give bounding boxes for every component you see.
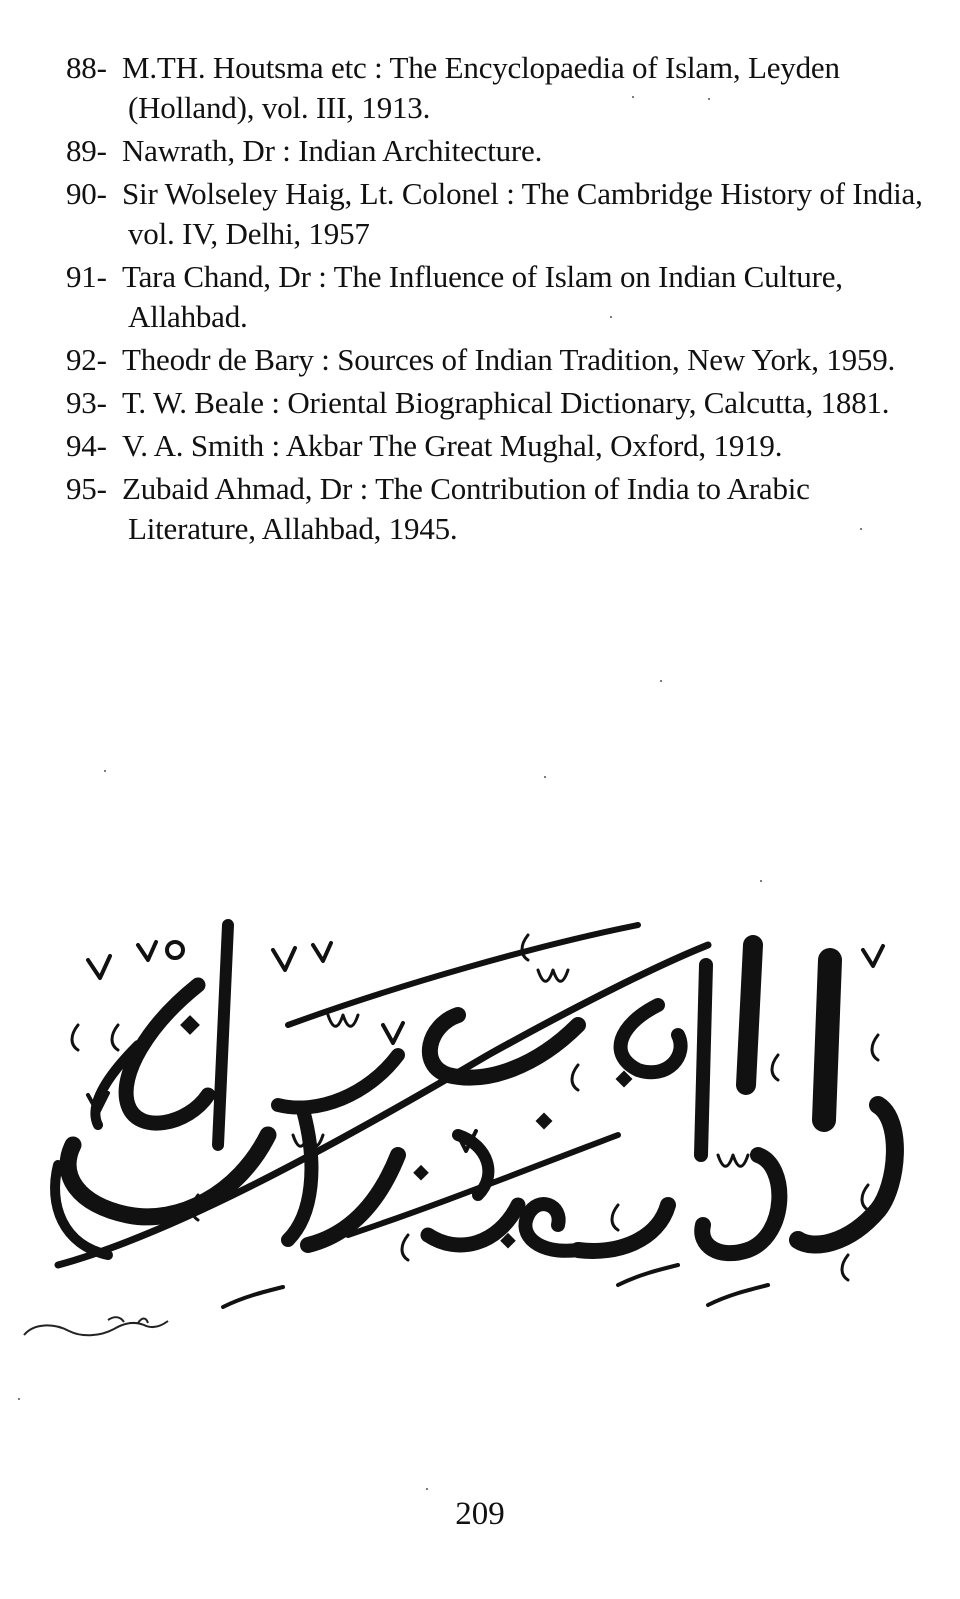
reference-item (66, 257, 926, 337)
scan-speck (708, 98, 710, 100)
reference-item (66, 469, 926, 549)
reference-number: 93- (66, 385, 107, 420)
scan-speck (104, 770, 106, 772)
scan-speck (426, 1488, 428, 1490)
reference-text: Zubaid Ahmad, Dr : The Contribution of India to Arabic Literature, Allahbad, 1945. (122, 471, 810, 546)
reference-text: Tara Chand, Dr : The Influence of Islam on Indian Culture, Allahbad. (122, 259, 843, 334)
scan-speck (660, 680, 662, 682)
reference-item (66, 426, 926, 466)
reference-item (66, 131, 926, 171)
reference-text: V. A. Smith : Akbar The Great Mughal, Oxford, 1919. (122, 428, 783, 463)
scan-speck (18, 1398, 20, 1400)
reference-item (66, 174, 926, 254)
reference-item (66, 48, 926, 128)
reference-text: Sir Wolseley Haig, Lt. Colonel : The Cambridge History of India, vol. IV, Delhi, 1957 (122, 176, 923, 251)
reference-number: 90- (66, 176, 107, 211)
arabic-calligraphy-artwork (18, 905, 940, 1360)
reference-text: T. W. Beale : Oriental Biographical Dictionary, Calcutta, 1881. (122, 385, 890, 420)
page-number: 209 (455, 1496, 505, 1532)
reference-number: 91- (66, 259, 107, 294)
reference-text: M.TH. Houtsma etc : The Encyclopaedia of Islam, Leyden (Holland), vol. III, 1913. (122, 50, 840, 125)
reference-number: 94- (66, 428, 107, 463)
reference-number: 92- (66, 342, 107, 377)
reference-number: 95- (66, 471, 107, 506)
reference-text: Nawrath, Dr : Indian Architecture. (122, 133, 543, 168)
scan-speck (860, 528, 862, 530)
scan-speck (760, 880, 762, 882)
reference-item (66, 383, 926, 423)
reference-number: 89- (66, 133, 107, 168)
scan-speck (544, 776, 546, 778)
scan-speck (632, 96, 634, 98)
reference-text: Theodr de Bary : Sources of Indian Tradition, New York, 1959. (122, 342, 896, 377)
reference-number: 88- (66, 50, 107, 85)
scan-speck (610, 316, 612, 318)
bibliography-list (66, 48, 926, 552)
reference-item (66, 340, 926, 380)
